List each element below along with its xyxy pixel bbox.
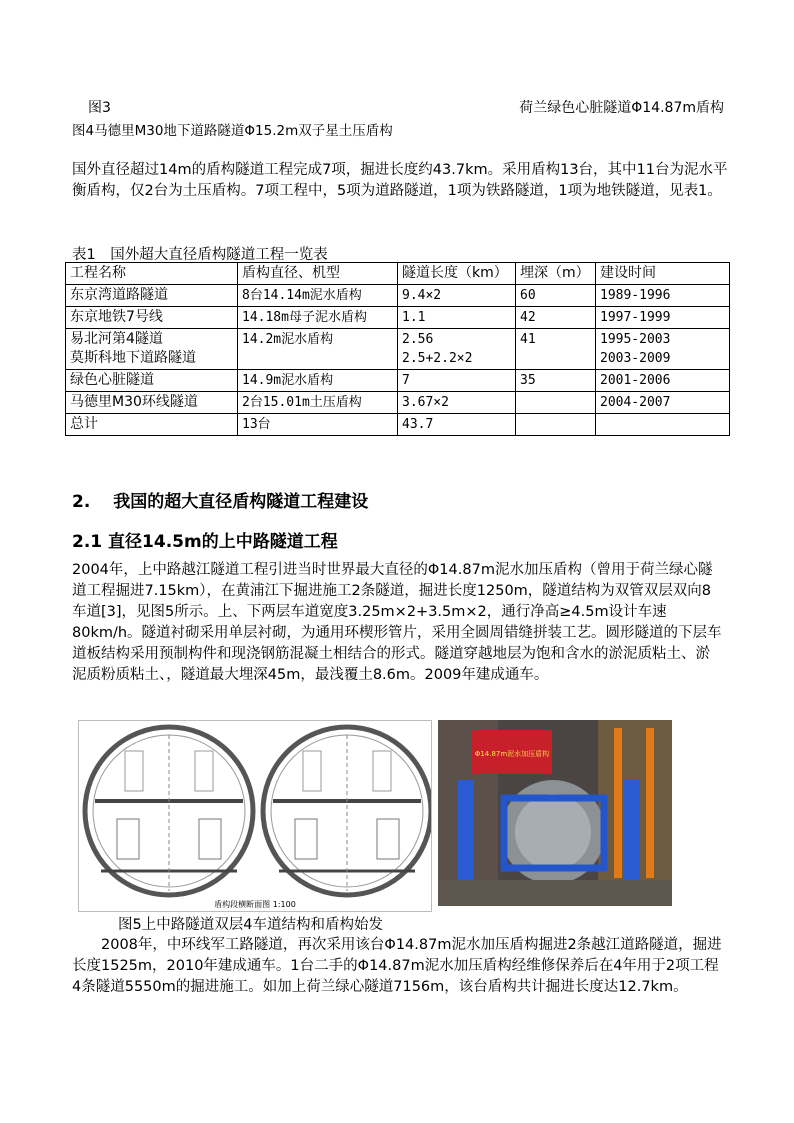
- table-row: [66, 414, 730, 436]
- table-row: [66, 370, 730, 392]
- table-cell: 41: [516, 329, 596, 370]
- table-cell: 东京地铁7号线: [66, 307, 238, 329]
- table-cell: 绿色心脏隧道: [66, 370, 238, 392]
- section-2-heading: 2. 我国的超大直径盾构隧道工程建设: [72, 492, 369, 512]
- table-header-cell: 建设时间: [596, 263, 730, 285]
- table-row: [66, 329, 730, 370]
- dutch-tunnel-caption: 荷兰绿色心脏隧道Φ14.87m盾构: [519, 100, 724, 116]
- table-cell: [516, 414, 596, 436]
- table-cell: 东京湾道路隧道: [66, 285, 238, 307]
- overseas-tunnel-table: [65, 262, 730, 436]
- table-cell: 42: [516, 307, 596, 329]
- figure-caption-row: [88, 97, 724, 117]
- table-cell: 43.7: [398, 414, 516, 436]
- table-cell: 9.4×2: [398, 285, 516, 307]
- table-cell: 14.9m泥水盾构: [238, 370, 398, 392]
- table-header-cell: 工程名称: [66, 263, 238, 285]
- paragraph-2008: 2008年，中环线军工路隧道，再次采用该台Φ14.87m泥水加压盾构掘进2条越江道路隧道，掘进长度1525m，2010年建成通车。1台二手的Φ14.87m泥水加压盾构经维修保养后在4年用于2项工程4条隧道5550m的掘进施工。如加上荷兰绿心隧道7156m，该台盾构共计掘进长度达12.7km。: [72, 937, 722, 995]
- table-cell: 马德里M30环线隧道: [66, 392, 238, 414]
- table-cell: 总计: [66, 414, 238, 436]
- table-cell: 13台: [238, 414, 398, 436]
- table-header-cell: 埋深（m）: [516, 263, 596, 285]
- table-cell: 1.1: [398, 307, 516, 329]
- photo-svg: [438, 720, 672, 906]
- table-header-cell: 盾构直径、机型: [238, 263, 398, 285]
- table-cell: 60: [516, 285, 596, 307]
- drawing-label: 盾构段横断面图 1:100: [214, 900, 296, 909]
- fig5-caption: 图5上中路隧道双层4车道结构和盾构始发: [118, 917, 383, 933]
- intro-paragraph: 国外直径超过14m的盾构隧道工程完成7项，掘进长度约43.7km。采用盾构13台，其中11台为泥水平衡盾构，仅2台为土压盾构。7项工程中，5项为道路隧道，1项为铁路隧道，1项为地铁隧道，见表1。: [72, 162, 728, 199]
- tunnel-cross-section-drawing: [78, 720, 432, 912]
- shield-launch-photo: [438, 720, 672, 906]
- table-cell: 2.56 2.5+2.2×2: [398, 329, 516, 370]
- table1-title: 表1 国外超大直径盾构隧道工程一览表: [72, 247, 328, 263]
- table-cell: 7: [398, 370, 516, 392]
- table-cell: 1995-2003 2003-2009: [596, 329, 730, 370]
- table-cell: 8台14.14m泥水盾构: [238, 285, 398, 307]
- table-cell: 2台15.01m土压盾构: [238, 392, 398, 414]
- photo-banner-text: Φ14.87m泥水加压盾构: [474, 750, 550, 758]
- table-cell: [516, 392, 596, 414]
- table-row: [66, 285, 730, 307]
- table-cell: 14.18m母子泥水盾构: [238, 307, 398, 329]
- table-cell: 2004-2007: [596, 392, 730, 414]
- paragraph-2004: 2004年，上中路越江隧道工程引进当时世界最大直径的Φ14.87m泥水加压盾构（曾用于荷兰绿心隧道工程掘进7.15km），在黄浦江下掘进施工2条隧道，掘进长度1250m，隧道结构为双管双层双向8车道[3]，见图5所示。上、下两层车道宽度3.25m×2+3.5m×2，通行净高≥4.5m设计车速80km/h。隧道衬砌采用单层衬砌，为通用环楔形管片，采用全圆周错缝拼装工艺。圆形隧道的下层车道板结构采用预制构件和现浇钢筋混凝土相结合的形式。隧道穿越地层为饱和含水的淤泥质粘土、淤泥质粉质粘土、，隧道最大埋深45m，最浅覆土8.6m。2009年建成通车。: [72, 562, 722, 683]
- table-cell: 1989-1996: [596, 285, 730, 307]
- table-cell: 1997-1999: [596, 307, 730, 329]
- table-cell: 14.2m泥水盾构: [238, 329, 398, 370]
- table-cell: 3.67×2: [398, 392, 516, 414]
- table-header-row: [66, 263, 730, 285]
- table-cell: 2001-2006: [596, 370, 730, 392]
- fig3-label: 图3: [88, 100, 111, 116]
- table-row: [66, 392, 730, 414]
- table-cell: 35: [516, 370, 596, 392]
- table-row: [66, 307, 730, 329]
- table-header-cell: 隧道长度（km）: [398, 263, 516, 285]
- section-2-1-heading: 2.1 直径14.5m的上中路隧道工程: [72, 532, 338, 552]
- cross-section-svg: [79, 721, 431, 911]
- table-cell: [596, 414, 730, 436]
- fig4-caption: 图4马德里M30地下道路隧道Φ15.2m双子星土压盾构: [72, 123, 393, 139]
- table-cell: 易北河第4隧道 莫斯科地下道路隧道: [66, 329, 238, 370]
